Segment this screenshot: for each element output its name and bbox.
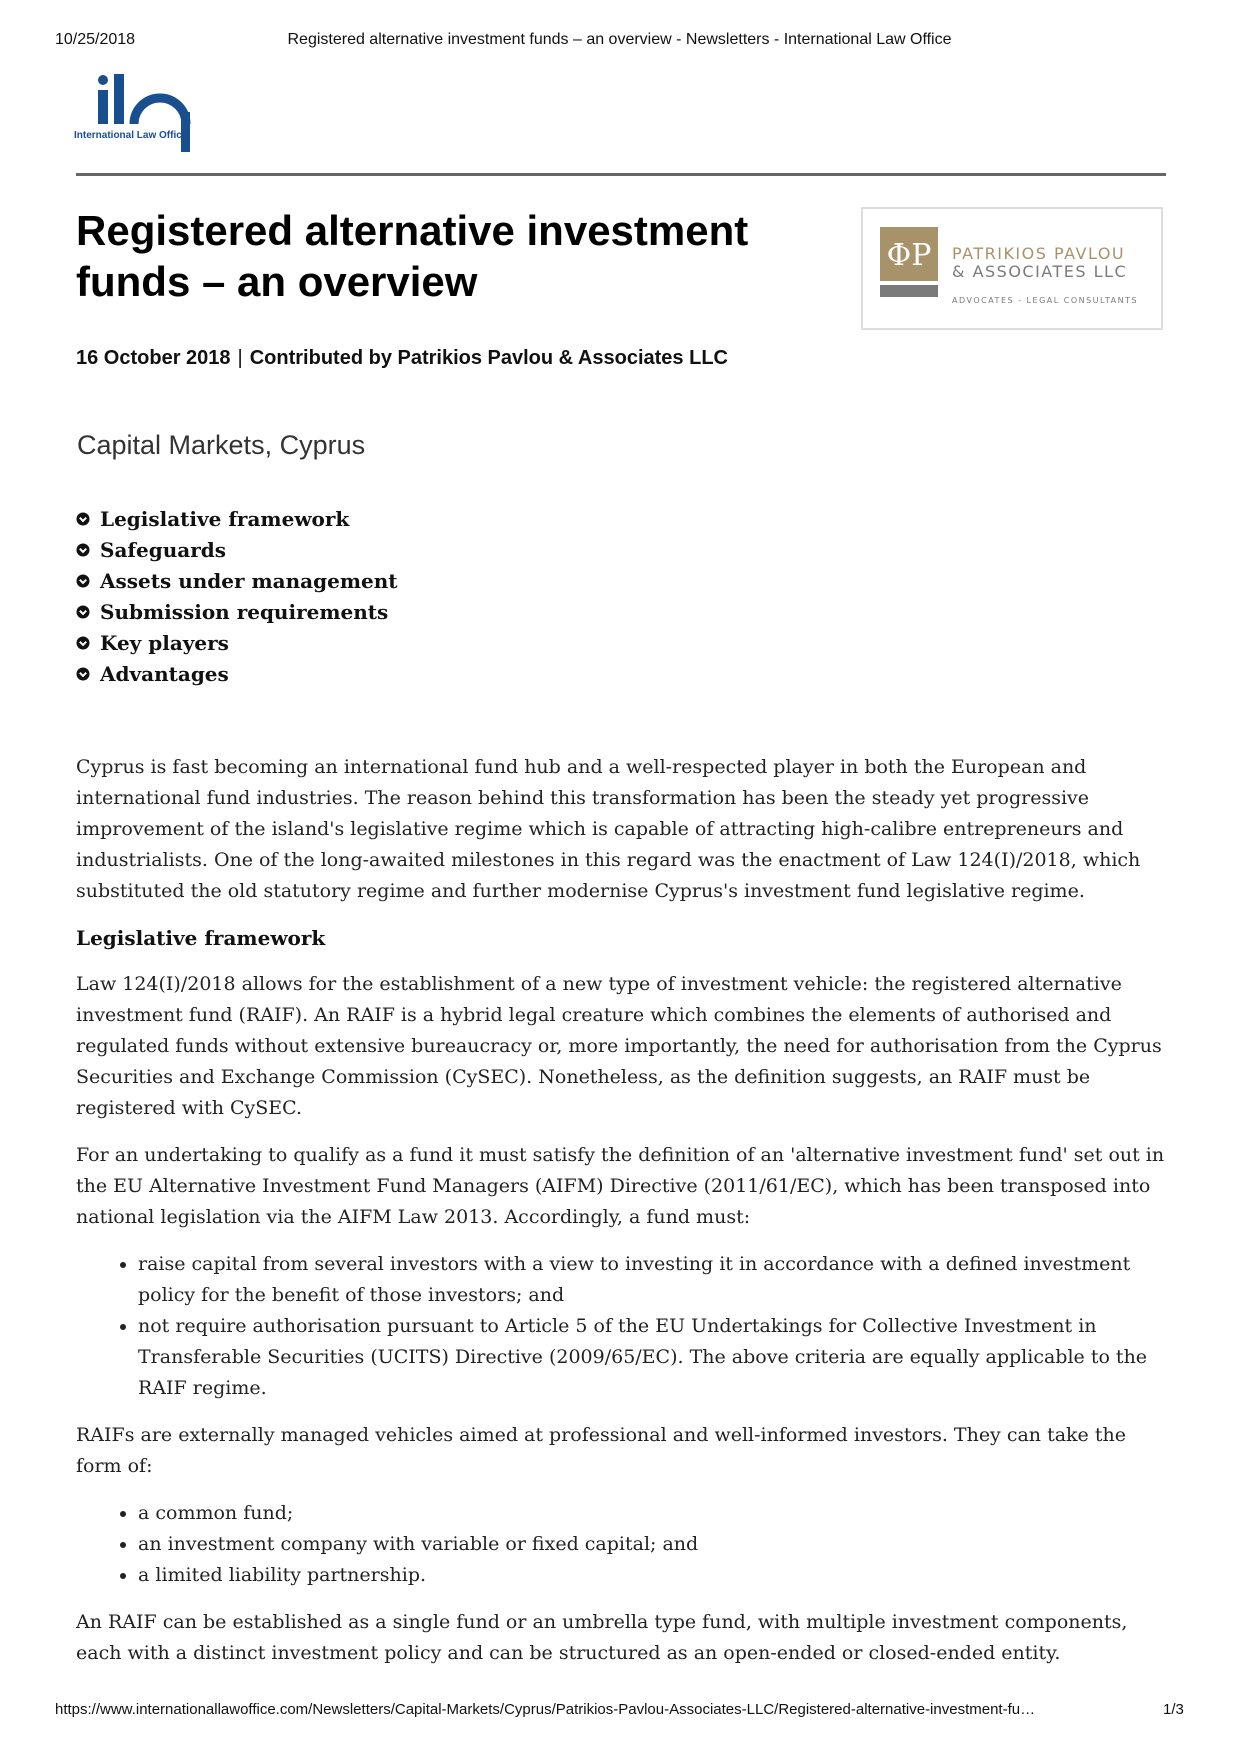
print-date: 10/25/2018 [55,31,136,48]
paragraph: An RAIF can be established as a single fund or an umbrella type fund, with multiple investment components, each with a distinct investment policy and can be structured as an open-ended or closed-ended entity. [76,1611,1128,1664]
toc-label[interactable]: Assets under management [100,568,398,593]
firm-name-line2: & ASSOCIATES LLC [952,262,1128,281]
list-item: • not require authorisation pursuant to Article 5 of the EU Undertakings for Collective Investment in Transferable Securities (UCITS) Directive (2009/65/EC). The above criteria are equally applicable to the RAIF regime. [138,1311,1168,1404]
toc-label[interactable]: Safeguards [100,537,226,562]
chevron-down-circle-icon [76,512,90,526]
firm-logo[interactable] [861,207,1163,330]
list-item: • a common fund; [138,1498,1168,1529]
list-item: • a limited liability partnership. [138,1560,1168,1591]
ilo-logo-caption: International Law Office [74,130,188,141]
chevron-down-circle-icon [76,667,90,681]
list-item: • an investment company with variable or fixed capital; and [138,1529,1168,1560]
article-date: 16 October 2018 [76,347,231,369]
header-divider [76,173,1166,176]
article-body [76,752,1168,1685]
toc-item[interactable] [76,627,398,658]
chevron-down-circle-icon [76,543,90,557]
firm-monogram: ΦP [886,238,932,273]
table-of-contents [76,503,398,689]
intro-paragraph: Cyprus is fast becoming an international fund hub and a well-respected player in both the European and international fund industries. The reason behind this transformation has been the steady yet progressive improvement of the island's legislative regime which is capable of attracting high-calibre entrepreneurs and industrialists. One of the long-awaited milestones in this regard was the enactment of Law 124(I)/2018, which substituted the old statutory regime and further modernise Cyprus's investment fund legislative regime. [76,756,1141,902]
paragraph: For an undertaking to qualify as a fund it must satisfy the definition of an 'alternative investment fund' set out in the EU Alternative Investment Fund Managers (AIFM) Directive (2011/61/EC), which has been transposed into national legislation via the AIFM Law 2013. Accordingly, a fund must: [76,1144,1165,1228]
chevron-down-circle-icon [76,574,90,588]
toc-label[interactable]: Advantages [100,661,229,686]
meta-separator: | [237,347,243,369]
section-heading-legislative-framework: Legislative framework [76,926,326,950]
paragraph: Law 124(I)/2018 allows for the establishment of a new type of investment vehicle: the registered alternative investment fund (RAIF). An RAIF is a hybrid legal creature which combines the elements of authorised and regulated funds without extensive bureaucracy or, more importantly, the need for authorisation from the Cyprus Securities and Exchange Commission (CySEC). Nonetheless, as the definition suggests, an RAIF must be registered with CySEC. [76,973,1162,1119]
firm-tagline: ADVOCATES - LEGAL CONSULTANTS [952,296,1139,305]
print-url[interactable]: https://www.internationallawoffice.com/Newsletters/Capital-Markets/Cyprus/Patrikios-Pavlou-Associates-LLC/Registered-alternative-investment-fu… [55,1701,1036,1718]
chevron-down-circle-icon [76,605,90,619]
toc-label[interactable]: Key players [100,630,229,655]
bullet-list [76,1498,1168,1591]
toc-label[interactable]: Submission requirements [100,599,389,624]
toc-item[interactable] [76,596,398,627]
print-page-number: 1/3 [1163,1701,1184,1718]
ilo-logo[interactable] [72,72,212,152]
toc-item[interactable] [76,503,398,534]
toc-label[interactable]: Legislative framework [100,506,350,531]
print-page-title: Registered alternative investment funds – an overview - Newsletters - International Law Office [287,31,952,48]
paragraph: RAIFs are externally managed vehicles aimed at professional and well-informed investors. They can take the form of: [76,1424,1126,1477]
chevron-down-circle-icon [76,636,90,650]
bullet-list [76,1249,1168,1404]
article-contributor[interactable]: Contributed by Patrikios Pavlou & Associates LLC [249,347,728,369]
toc-item[interactable] [76,565,398,596]
article-category[interactable]: Capital Markets, Cyprus [77,430,366,460]
toc-item[interactable] [76,534,398,565]
article-meta [76,347,728,370]
article-title: Registered alternative investment funds – an overview [76,207,749,305]
firm-name-line1: PATRIKIOS PAVLOU [952,244,1126,263]
list-item: • raise capital from several investors with a view to investing it in accordance with a defined investment policy for the benefit of those investors; and [138,1249,1168,1311]
toc-item[interactable] [76,658,398,689]
